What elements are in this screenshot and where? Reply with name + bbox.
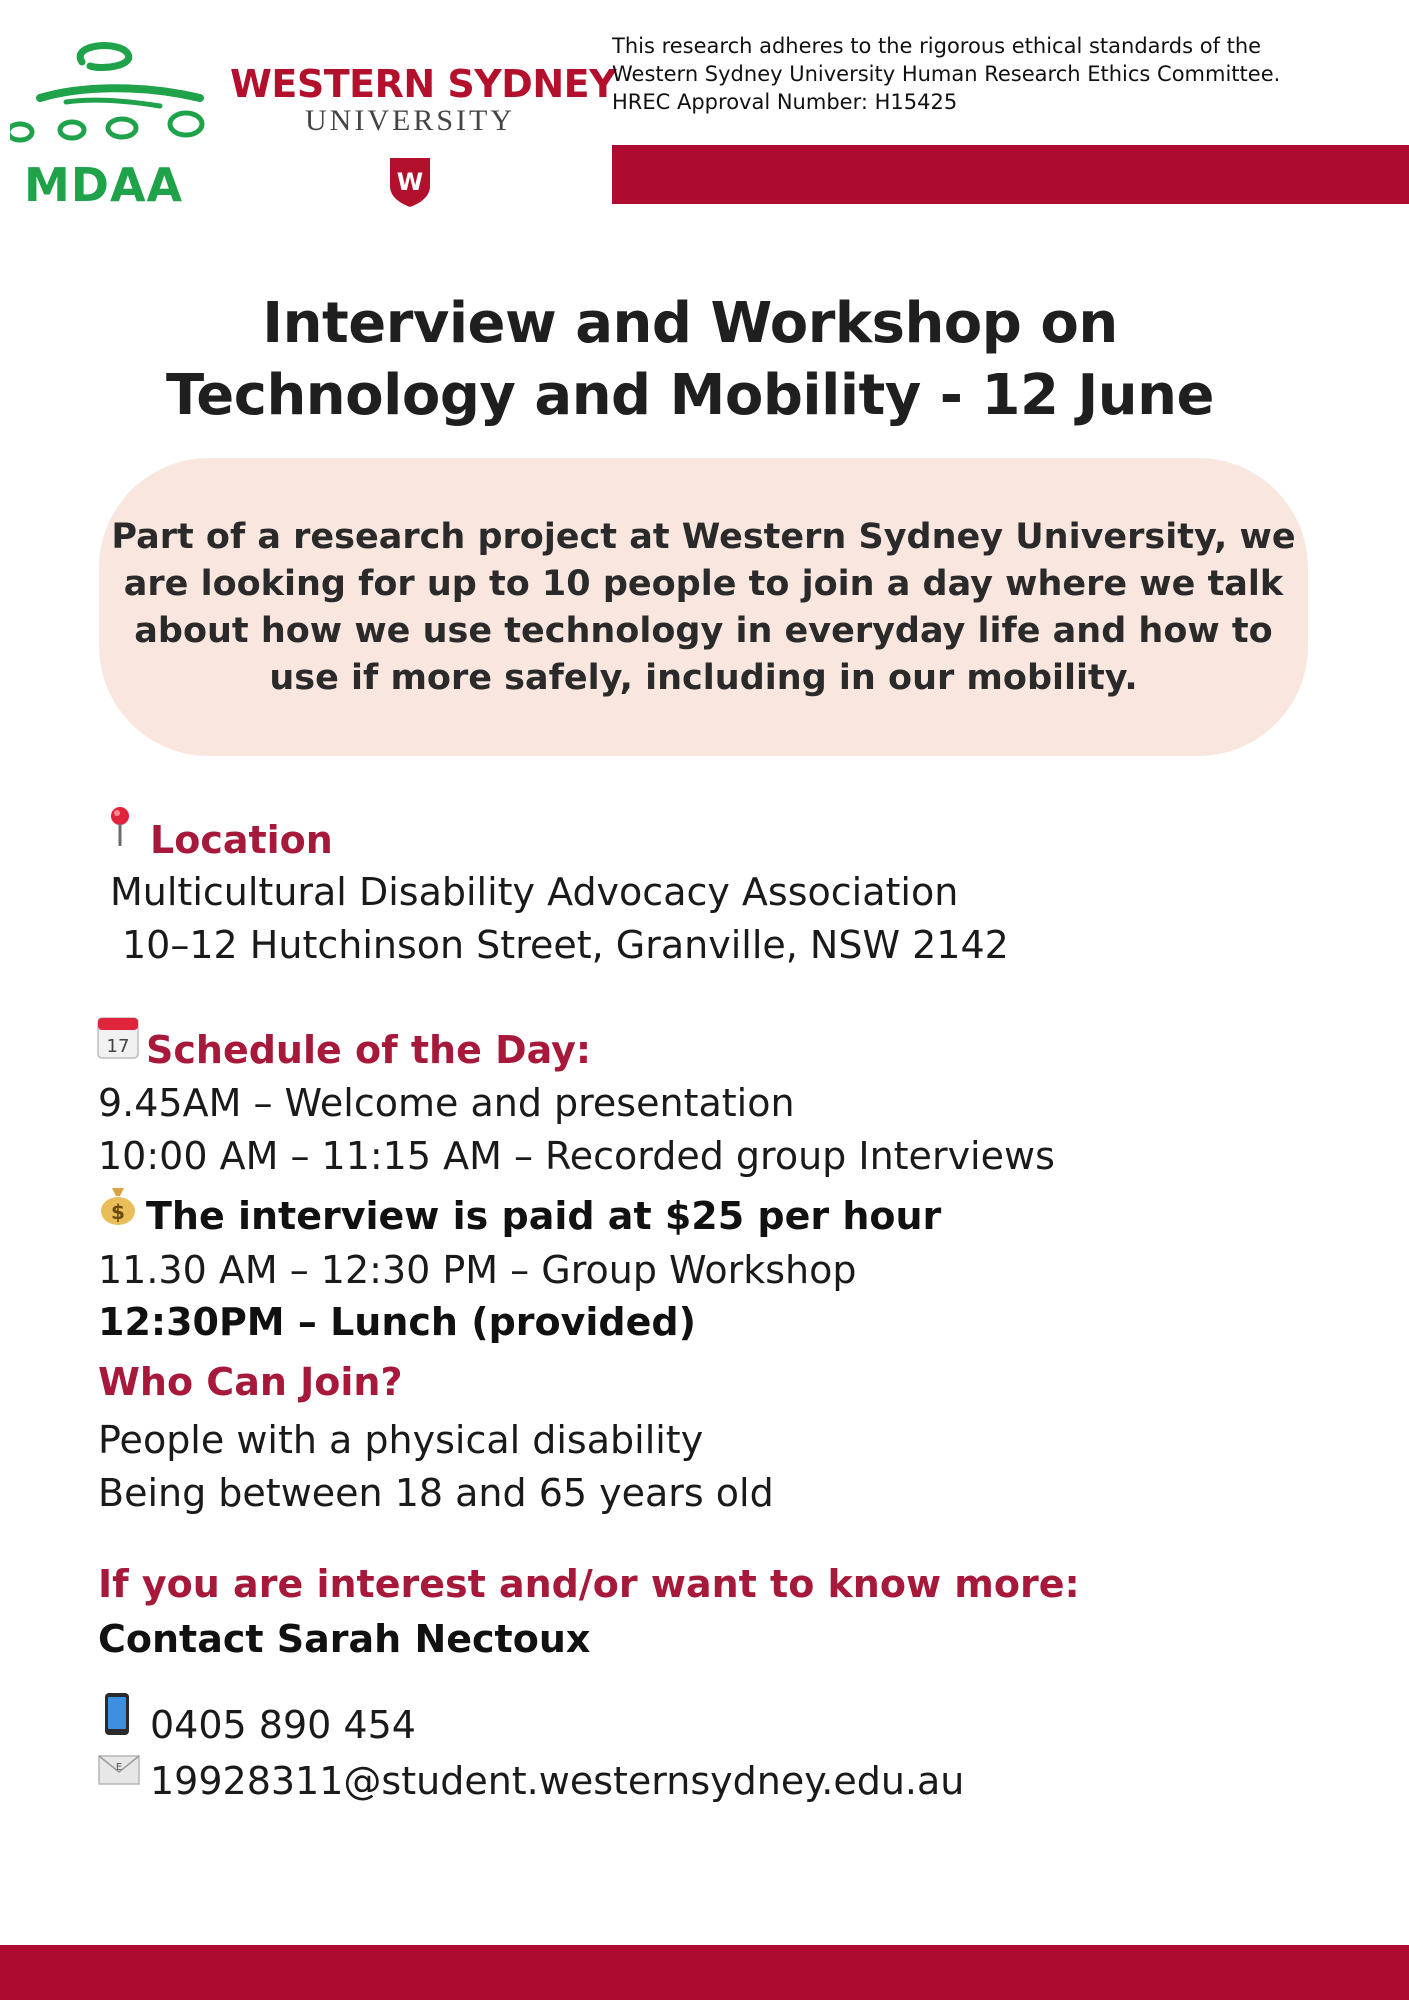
wsu-logo-line2: UNIVERSITY (305, 104, 515, 137)
page-title (0, 288, 1380, 432)
title-line: Technology and Mobility - 12 June (166, 363, 1214, 428)
intro-line: Part of a research project at Western Sydney University, we (111, 517, 1296, 557)
intro-line: are looking for up to 10 people to join a day where we talk (123, 564, 1284, 604)
contact-heading: If you are interest and/or want to know more: (98, 1562, 1080, 1606)
title-line: Interview and Workshop on (262, 291, 1118, 356)
footer-accent-bar (0, 1945, 1409, 2000)
ethics-line: HREC Approval Number: H15425 (612, 90, 958, 114)
paid-note: The interview is paid at $25 per hour (146, 1194, 942, 1238)
contact-name: Contact Sarah Nectoux (98, 1617, 591, 1661)
who-line: Being between 18 and 65 years old (98, 1471, 774, 1515)
svg-text:$: $ (111, 1200, 125, 1224)
who-heading: Who Can Join? (98, 1360, 403, 1404)
schedule-item: 9.45AM – Welcome and presentation (98, 1081, 795, 1125)
header-accent-bar (612, 145, 1409, 204)
pin-icon (108, 806, 132, 850)
ethics-line: This research adheres to the rigorous ethical standards of the (612, 34, 1262, 58)
ethics-note (612, 32, 1332, 116)
schedule-item: 10:00 AM – 11:15 AM – Recorded group Interviews (98, 1134, 1055, 1178)
schedule-item: 12:30PM – Lunch (provided) (98, 1300, 696, 1344)
svg-text:17: 17 (106, 1036, 130, 1057)
intro-line: about how we use technology in everyday life and how to (134, 611, 1273, 651)
contact-email[interactable]: 19928311@student.westernsydney.edu.au (150, 1759, 965, 1803)
wsu-crest-icon (388, 156, 432, 208)
calendar-icon (97, 1017, 139, 1059)
ethics-line: Western Sydney University Human Research Ethics Committee. (612, 62, 1281, 86)
mdaa-logo-text: MDAA (24, 158, 184, 212)
intro-line: use if more safely, including in our mobility. (269, 658, 1138, 698)
schedule-heading: Schedule of the Day: (146, 1028, 592, 1072)
svg-text:W: W (396, 168, 424, 196)
envelope-icon (98, 1752, 140, 1786)
intro-text (99, 514, 1308, 702)
wsu-logo-line1: WESTERN SYDNEY (230, 62, 617, 106)
mdaa-logo (10, 40, 210, 210)
mdaa-logo-mark (10, 40, 210, 160)
location-heading: Location (150, 818, 333, 862)
location-line: 10–12 Hutchinson Street, Granville, NSW 2142 (122, 923, 1009, 967)
schedule-item: 11.30 AM – 12:30 PM – Group Workshop (98, 1248, 857, 1292)
location-line: Multicultural Disability Advocacy Association (110, 870, 959, 914)
contact-phone[interactable]: 0405 890 454 (150, 1703, 416, 1747)
wsu-logo (230, 62, 617, 222)
mobile-phone-icon (104, 1692, 130, 1736)
money-bag-icon (98, 1184, 138, 1226)
svg-text:E: E (115, 1762, 123, 1773)
who-line: People with a physical disability (98, 1418, 704, 1462)
